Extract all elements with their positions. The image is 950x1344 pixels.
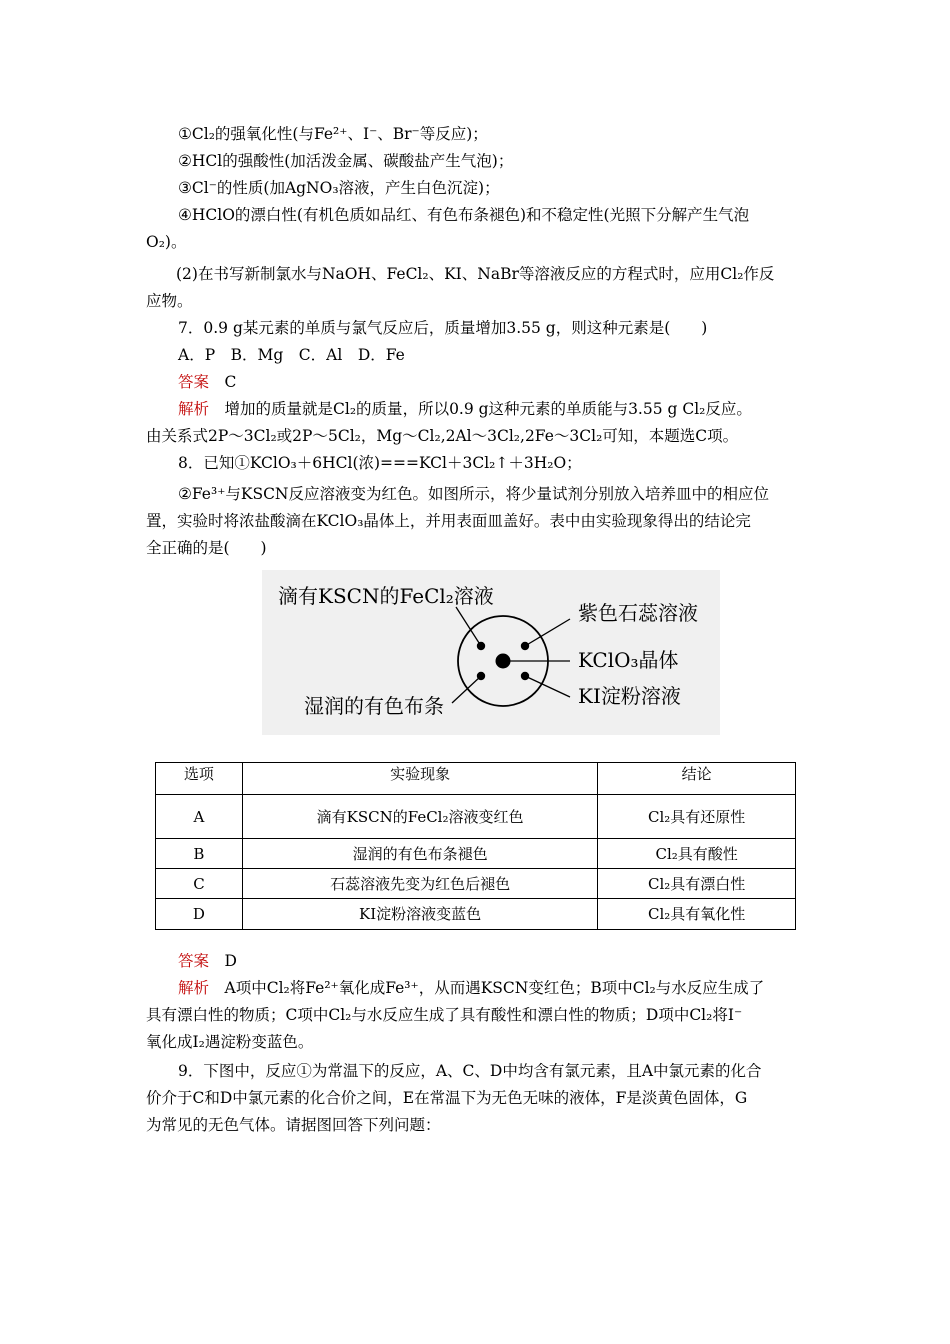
cell-option: D (156, 899, 243, 930)
q8-stem-line2: ②Fe³⁺与KSCN反应溶液变为红色。如图所示，将少量试剂分别放入培养皿中的相应位 (178, 485, 769, 503)
cell-conclusion: Cl₂具有还原性 (598, 795, 796, 839)
q7-stem: 7．0.9 g某元素的单质与氯气反应后，质量增加3.55 g，则这种元素是( ) (178, 319, 708, 337)
line-ki (525, 676, 570, 697)
answer-label: 答案 (178, 952, 210, 970)
line-litmus (525, 619, 570, 646)
answer-value: C (224, 373, 237, 391)
cell-option: A (156, 795, 243, 839)
q8-analysis-line2: 具有漂白性的物质；C项中Cl₂与水反应生成了具有酸性和漂白性的物质；D项中Cl₂将I⁻ (146, 1006, 743, 1024)
point-4-line2: O₂)。 (146, 233, 187, 251)
answer-value: D (224, 952, 237, 970)
point-1: ①Cl₂的强氧化性(与Fe²⁺、I⁻、Br⁻等反应)； (178, 125, 488, 143)
header-option: 选项 (156, 763, 243, 795)
q8-stem-line4: 全正确的是( ) (146, 539, 267, 557)
analysis-text: 增加的质量就是Cl₂的质量，所以0.9 g这种元素的单质能与3.55 g Cl₂反应。 (224, 400, 752, 418)
cell-option: C (156, 869, 243, 899)
table-row (156, 869, 796, 899)
q9-stem-line2: 价介于C和D中氯元素的化合价之间，E在常温下为无色无味的液体，F是淡黄色固体，G (146, 1089, 748, 1107)
cell-conclusion: Cl₂具有氧化性 (598, 899, 796, 930)
cell-phenomenon: 滴有KSCN的FeCl₂溶液变红色 (242, 795, 597, 839)
cell-phenomenon: 石蕊溶液先变为红色后褪色 (242, 869, 597, 899)
header-phenomenon: 实验现象 (242, 763, 597, 795)
table-header-row (156, 763, 796, 795)
q8-stem-line3: 置，实验时将浓盐酸滴在KClO₃晶体上，并用表面皿盖好。表中由实验现象得出的结论完 (146, 512, 751, 530)
q8-analysis-line1 (178, 978, 764, 998)
q7-answer (178, 372, 236, 392)
label-cloth: 湿润的有色布条 (304, 694, 444, 718)
q8-table (155, 762, 796, 930)
cell-phenomenon: KI淀粉溶液变蓝色 (242, 899, 597, 930)
label-kclo3: KClO₃晶体 (578, 648, 679, 672)
q8-answer (178, 951, 237, 971)
cell-conclusion: Cl₂具有酸性 (598, 839, 796, 869)
table-row (156, 899, 796, 930)
label-ki: KI淀粉溶液 (578, 684, 681, 708)
point-5-line1: (2)在书写新制氯水与NaOH、FeCl₂、KI、NaBr等溶液反应的方程式时，应用Cl₂作反 (176, 265, 775, 283)
cell-phenomenon: 湿润的有色布条褪色 (242, 839, 597, 869)
petri-dish-figure (262, 570, 720, 735)
table-row (156, 839, 796, 869)
cell-option: B (156, 839, 243, 869)
point-3: ③Cl⁻的性质(加AgNO₃溶液，产生白色沉淀)； (178, 179, 500, 197)
label-litmus: 紫色石蕊溶液 (578, 601, 698, 625)
analysis-label: 解析 (178, 400, 210, 418)
point-5-line2: 应物。 (146, 292, 193, 310)
point-2: ②HCl的强酸性(加活泼金属、碳酸盐产生气泡)； (178, 152, 514, 170)
analysis-label: 解析 (178, 979, 210, 997)
header-conclusion: 结论 (598, 763, 796, 795)
q8-analysis-line3: 氧化成I₂遇淀粉变蓝色。 (146, 1033, 314, 1051)
q9-stem-line3: 为常见的无色气体。请据图回答下列问题： (146, 1116, 441, 1134)
q9-stem-line1: 9．下图中，反应①为常温下的反应，A、C、D中均含有氯元素，且A中氯元素的化合 (178, 1062, 762, 1080)
answer-label: 答案 (178, 373, 210, 391)
cell-conclusion: Cl₂具有漂白性 (598, 869, 796, 899)
q7-analysis-line1 (178, 399, 752, 419)
analysis-text: A项中Cl₂将Fe²⁺氧化成Fe³⁺，从而遇KSCN变红色；B项中Cl₂与水反应生成了 (224, 979, 765, 997)
q7-options: A．P B．Mg C．Al D．Fe (178, 346, 405, 364)
q7-analysis-line2: 由关系式2P～3Cl₂或2P～5Cl₂，Mg～Cl₂,2Al～3Cl₂,2Fe～3Cl₂可知，本题选C项。 (146, 427, 739, 445)
line-fecl2 (456, 607, 481, 646)
label-fecl2: 滴有KSCN的FeCl₂溶液 (278, 584, 494, 608)
table-row (156, 795, 796, 839)
line-cloth (452, 676, 481, 703)
q8-stem-line1: 8．已知①KClO₃＋6HCl(浓)===KCl＋3Cl₂↑＋3H₂O； (178, 454, 582, 472)
point-4-line1: ④HClO的漂白性(有机色质如品红、有色布条褪色)和不稳定性(光照下分解产生气泡 (178, 206, 750, 224)
